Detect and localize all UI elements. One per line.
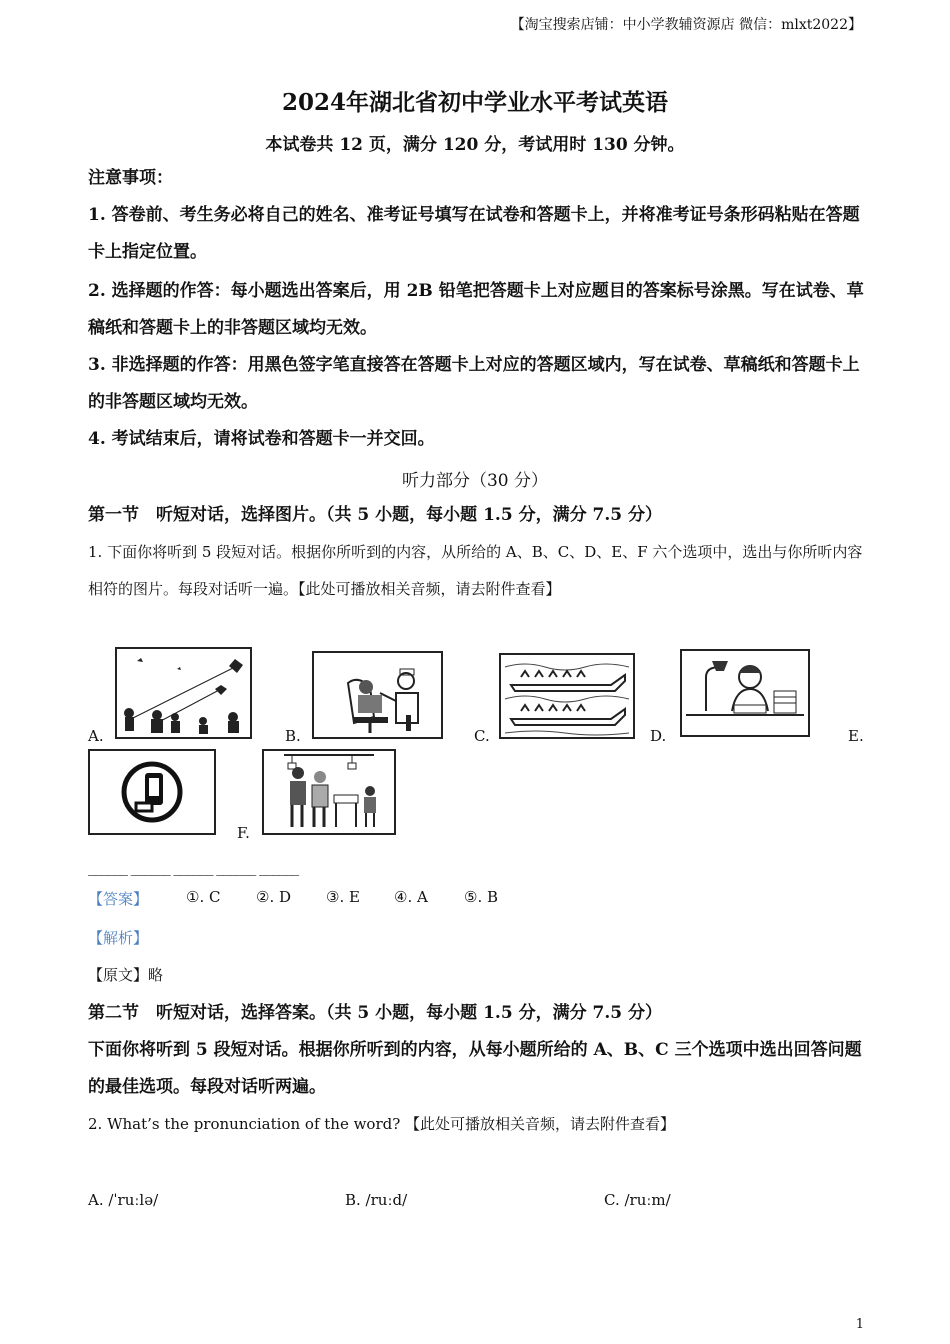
option-a-label: A. — [88, 727, 104, 745]
exam-subtitle: 本试卷共 12 页，满分 120 分，考试用时 130 分钟。 — [265, 135, 685, 155]
section2-heading: 第二节 听短对话，选择答案。（共 5 小题，每小题 1.5 分，满分 7.5 分） — [88, 1003, 662, 1023]
option-f-image — [262, 749, 396, 835]
dentist-picture — [314, 653, 441, 737]
analysis-label: 【解析】 — [88, 929, 149, 947]
answer-2: ②. D — [256, 888, 292, 906]
option-a-image — [115, 647, 252, 739]
question-1-text: 1. 下面你将听到 5 段短对话。根据你所听到的内容，从所给的 A、B、C、D、E、F 六个选项中，选出与你所听内容相符的图片。每段对话听一遍。【此处可播放相关音频，请去附件查看】 — [88, 543, 863, 598]
answer-blanks: ______ ______ ______ ______ ______ — [88, 858, 299, 876]
section1-heading: 第一节 听短对话，选择图片。（共 5 小题，每小题 1.5 分，满分 7.5 分） — [88, 505, 662, 525]
notice-3: 3. 非选择题的作答：用黑色签字笔直接答在答题卡上对应的答题区域内，写在试卷、草稿纸和答题卡上的非答题区域均无效。 — [88, 355, 860, 412]
option-e-image — [88, 749, 216, 835]
dragon-boat-picture — [501, 655, 633, 737]
answer-3: ③. E — [326, 888, 360, 906]
section2-instruction: 下面你将听到 5 段短对话。根据你所听到的内容，从每小题所给的 A、B、C 三个选项中选出回答问题的最佳选项。每段对话听两遍。 — [88, 1040, 862, 1097]
answer-1: ①. C — [186, 888, 221, 906]
original-text: 【原文】略 — [88, 966, 164, 984]
answer-4: ④. A — [394, 888, 428, 906]
notice-4: 4. 考试结束后，请将试卷和答题卡一并交回。 — [88, 429, 435, 449]
answer-label: 【答案】 — [88, 890, 149, 908]
q2-option-a: A. /ˈruːlə/ — [88, 1191, 159, 1209]
notice-2: 2. 选择题的作答：每小题选出答案后，用 2B 铅笔把答题卡上对应题目的答案标号涂黑。写在试卷、草稿纸和答题卡上的非答题区域均无效。 — [88, 281, 864, 338]
notice-heading: 注意事项： — [88, 168, 173, 188]
answer-5: ⑤. B — [464, 888, 499, 906]
option-c-label: C. — [474, 727, 490, 745]
answer-row — [88, 888, 498, 909]
q2-option-c: C. /ruːm/ — [604, 1191, 671, 1209]
page-title: 2024年湖北省初中学业水平考试英语 — [281, 89, 668, 116]
header-note: 【淘宝搜索店铺：中小学教辅资源店 微信：mlxt2022】 — [510, 17, 862, 33]
option-e-label: E. — [848, 727, 864, 745]
option-c-image — [499, 653, 635, 739]
q2-option-b: B. /ruːd/ — [345, 1191, 408, 1209]
kite-flying-picture — [117, 649, 250, 737]
option-b-image — [312, 651, 443, 739]
question-2-text: 2. What’s the pronunciation of the word? 【此处可播放相关音频，请去附件查看】 — [88, 1115, 676, 1133]
page-number: 1 — [855, 1317, 864, 1332]
listening-heading: 听力部分（30 分） — [401, 471, 549, 491]
boy-studying-picture — [682, 651, 808, 735]
no-phone-sign-picture — [90, 751, 214, 833]
notice-1: 1. 答卷前、考生务必将自己的姓名、准考证号填写在试卷和答题卡上，并将准考证号条形码粘贴在答题卡上指定位置。 — [88, 205, 860, 262]
option-d-image — [680, 649, 810, 737]
option-d-label: D. — [650, 727, 667, 745]
option-f-label: F. — [237, 824, 250, 842]
helping-elderly-picture — [264, 751, 394, 833]
option-b-label: B. — [285, 727, 301, 745]
